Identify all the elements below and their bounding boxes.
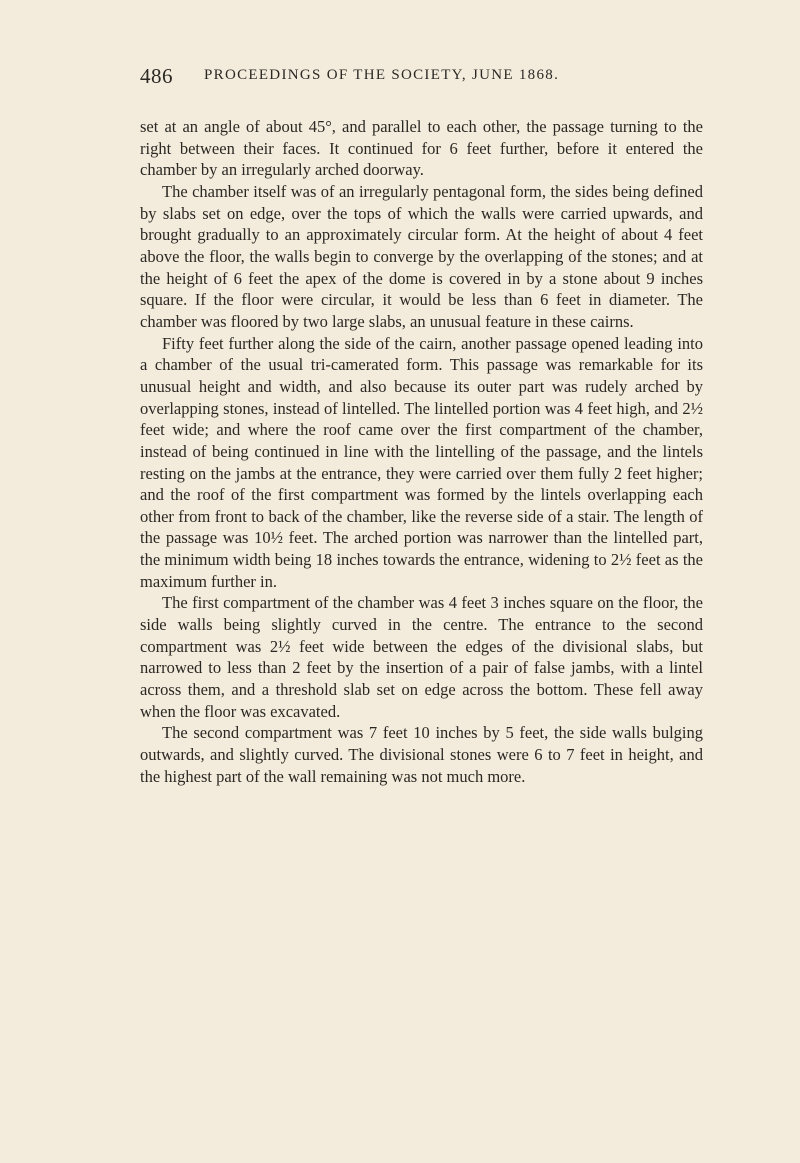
- paragraph: The first compartment of the chamber was 4 feet 3 inches square on the floor, the side walls being slightly curved in the centre. The entrance to the second compartment was 2½ feet wide between the edges of the divisional slabs, but narrowed to less than 2 feet by the insertion of a pair of false jambs, with a lintel across them, and a threshold slab set on edge across the bottom. These fell away when the floor was excavated.: [140, 593, 703, 721]
- running-head: PROCEEDINGS OF THE SOCIETY, JUNE 1868.: [204, 67, 560, 83]
- page-header: [140, 64, 700, 92]
- paragraph: set at an angle of about 45°, and parallel to each other, the passage turning to the right between their faces. It continued for 6 feet further, before it entered the chamber by an irregularly arched doorway.: [140, 117, 703, 180]
- paragraph: The chamber itself was of an irregularly pentagonal form, the sides being defined by slabs set on edge, over the tops of which the walls were carried upwards, and brought gradually to an approximately circular form. At the height of about 4 feet above the floor, the walls begin to converge by the overlapping of the stones; and at the height of 6 feet the apex of the dome is covered in by a stone about 9 inches square. If the floor were circular, it would be less than 6 feet in diameter. The chamber was floored by two large slabs, an unusual feature in these cairns.: [140, 181, 703, 331]
- body-text: [140, 116, 703, 787]
- paragraph: The second compartment was 7 feet 10 inches by 5 feet, the side walls bulging outwards, and slightly curved. The divisional stones were 6 to 7 feet in height, and the highest part of the wall remaining was not much more.: [140, 723, 703, 786]
- page-number: 486: [140, 64, 173, 88]
- paragraph: Fifty feet further along the side of the cairn, another passage opened leading into a chamber of the usual tri-camerated form. This passage was remarkable for its unusual height and width, and also because its outer part was rudely arched by overlapping stones, instead of lintelled. The lintelled portion was 4 feet high, and 2½ feet wide; and where the roof came over the first compartment of the chamber, instead of being continued in line with the lintelling of the passage, and the lintels resting on the jambs at the entrance, they were carried over them fully 2 feet higher; and the roof of the first compartment was formed by the lintels overlapping each other from front to back of the chamber, like the reverse side of a stair. The length of the passage was 10½ feet. The arched portion was narrower than the lintelled part, the minimum width being 18 inches towards the entrance, widening to 2½ feet as the maximum further in.: [140, 333, 703, 591]
